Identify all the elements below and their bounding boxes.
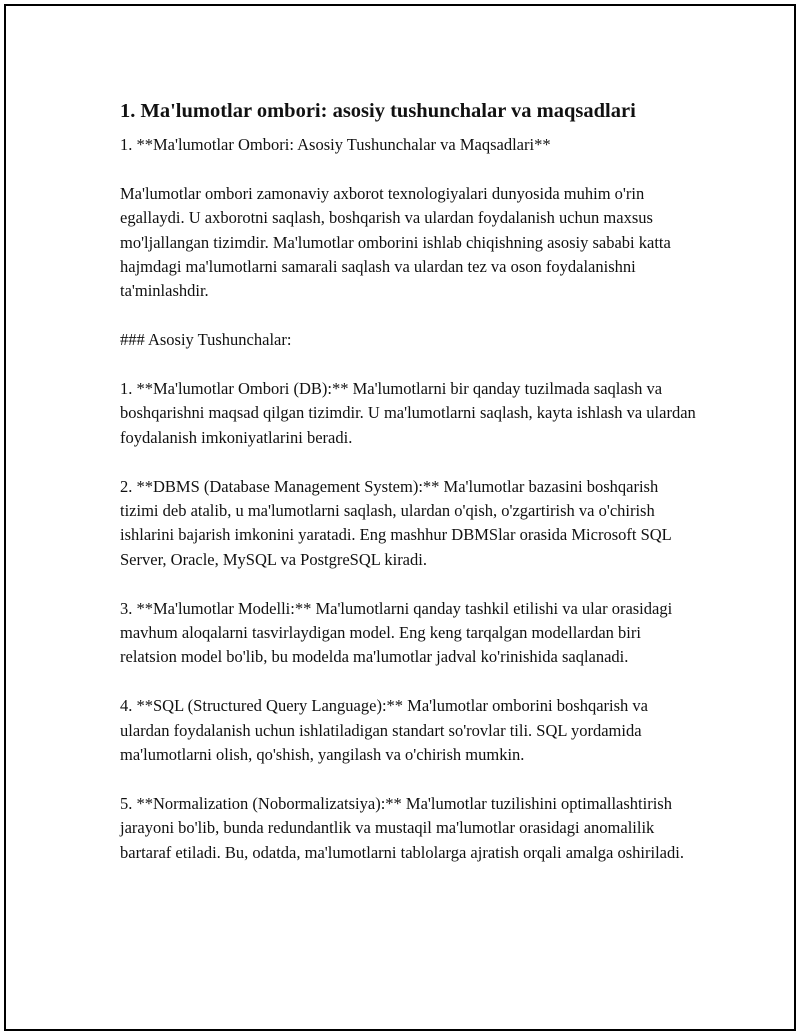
document-content [120, 98, 700, 889]
document-title: 1. Ma'lumotlar ombori: asosiy tushunchalar va maqsadlari [120, 100, 636, 122]
intro-paragraph: Ma'lumotlar ombori zamonaviy axborot texnologiyalari dunyosida muhim o'rin egallaydi. U axborotni saqlash, boshqarish va ulardan foydalanish uchun maxsus mo'ljallangan tizimdir. Ma'lumotlar omborini ishlab chiqishning asosiy sababi katta hajmdagi ma'lumotlarni samarali saqlash va ulardan tez va oson foydalanishni ta'minlashdir. [120, 183, 671, 301]
document-page [4, 4, 796, 1031]
concept-dbms-paragraph: 2. **DBMS (Database Management System):** Ma'lumotlar bazasini boshqarish tizimi deb atalib, u ma'lumotlarni saqlash, ulardan o'qish, o'zgartirish va o'chirish ishlarini bajarish imkonini yaratadi. Eng mashhur DBMSlar orasida Microsoft SQL Server, Oracle, MySQL va PostgreSQL kiradi. [120, 476, 672, 569]
section-heading: ### Asosiy Tushunchalar: [120, 330, 292, 350]
heading-paragraph: 1. **Ma'lumotlar Ombori: Asosiy Tushunchalar va Maqsadlari** [120, 135, 551, 154]
concept-model-paragraph: 3. **Ma'lumotlar Modelli:** Ma'lumotlarni qanday tashkil etilishi va ular orasidagi mavhum aloqalarni tasvirlaydigan model. Eng keng tarqalgan modellardan biri relatsion model bo'lib, bu modelda ma'lumotlar jadval ko'rinishida saqlanadi. [120, 598, 673, 667]
concept-sql-paragraph: 4. **SQL (Structured Query Language):** Ma'lumotlar omborini boshqarish va ulardan foydalanish uchun ishlatiladigan standart so'rovlar tili. SQL yordamida ma'lumotlarni olish, qo'shish, yangilash va o'chirish mumkin. [120, 696, 648, 765]
concept-db-paragraph: 1. **Ma'lumotlar Ombori (DB):** Ma'lumotlarni bir qanday tuzilmada saqlash va boshqarishni maqsad qilgan tizimdir. U ma'lumotlarni saqlash, kayta ishlash va ulardan foydalanish imkoniyatlarini beradi. [120, 379, 696, 447]
concept-normalization-paragraph: 5. **Normalization (Nobormalizatsiya):** Ma'lumotlar tuzilishini optimallashtirish jarayoni bo'lib, bunda redundantlik va mustaqil ma'lumotlar orasidagi anomalilik bartaraf etiladi. Bu, odatda, ma'lumotlarni tablolarga ajratish orqali amalga oshiriladi. [120, 793, 684, 862]
